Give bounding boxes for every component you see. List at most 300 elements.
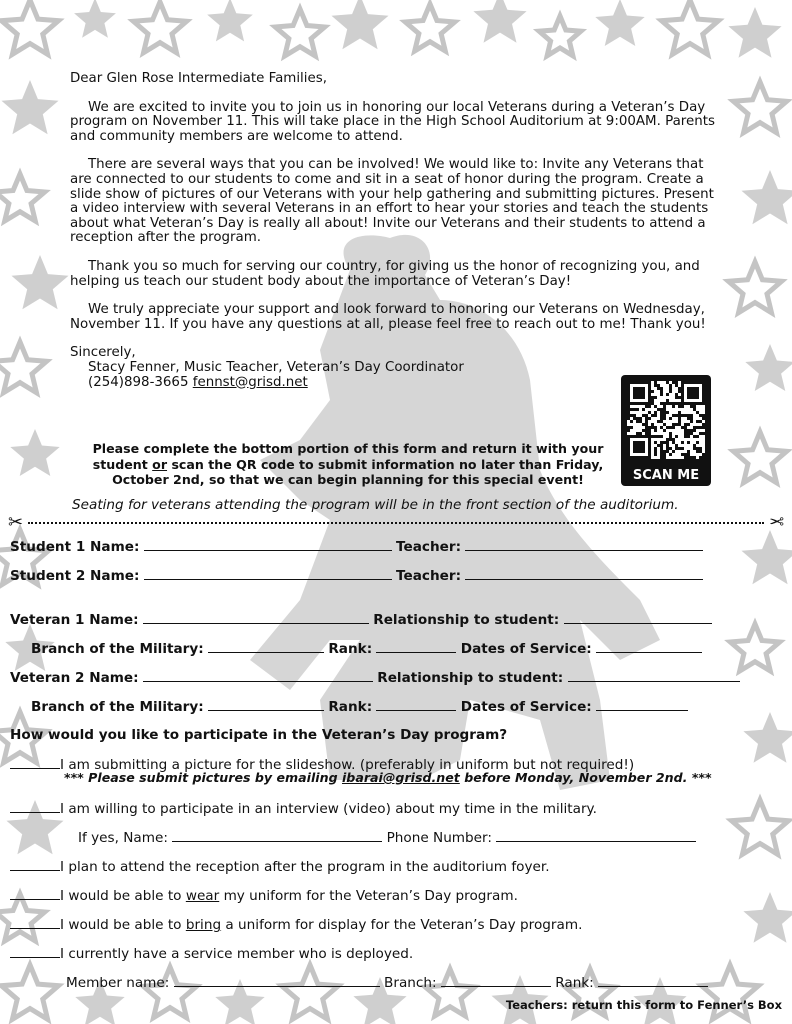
qr-module bbox=[651, 390, 654, 393]
qr-module bbox=[633, 408, 636, 411]
qr-module bbox=[678, 396, 681, 399]
veteran-1-details-row bbox=[31, 640, 702, 657]
student-1-name-field[interactable] bbox=[144, 538, 392, 551]
deployed-label: I currently have a service member who is deployed. bbox=[60, 946, 414, 962]
qr-module bbox=[675, 423, 678, 426]
return-form-notice bbox=[74, 441, 622, 488]
qr-module bbox=[684, 429, 687, 432]
qr-module bbox=[645, 420, 648, 423]
qr-module bbox=[666, 393, 669, 396]
qr-module bbox=[651, 423, 654, 426]
if-yes-name-label: If yes, Name: bbox=[78, 830, 168, 846]
qr-module bbox=[672, 402, 675, 405]
qr-module bbox=[654, 384, 657, 387]
qr-code-image bbox=[627, 381, 705, 459]
qr-module bbox=[654, 441, 657, 444]
qr-module bbox=[630, 408, 633, 411]
teacher-return-note: Teachers: return this form to Fenner’s Box bbox=[505, 998, 782, 1012]
qr-module bbox=[663, 408, 666, 411]
qr-module bbox=[678, 447, 681, 450]
qr-module bbox=[636, 417, 639, 420]
qr-module bbox=[660, 408, 663, 411]
qr-module bbox=[702, 432, 705, 435]
letter-paragraph-2: There are several ways that you can be involved! We would like to: Invite any Veterans that are connected to our students to come and sit in a seat of honor during the program. Create a slide show of pictures of our Veterans with your help gathering and submitting pictures. Present a video interview with several Veterans in an effort to hear your stories and teach the students about what Veteran’s Day is really all about! Invite our Veterans and their students to attend a reception after the program. bbox=[70, 157, 714, 246]
qr-module bbox=[660, 387, 663, 390]
qr-module bbox=[672, 381, 675, 384]
qr-module bbox=[690, 417, 693, 420]
qr-module bbox=[669, 417, 672, 420]
bring-uniform-label: I would be able to bbox=[60, 917, 182, 933]
scissors-icon: ✂ bbox=[8, 512, 24, 533]
qr-module bbox=[627, 426, 630, 429]
qr-module bbox=[690, 405, 693, 408]
qr-module bbox=[687, 450, 690, 453]
deployed-check-field[interactable] bbox=[10, 945, 60, 958]
qr-module bbox=[684, 456, 687, 459]
qr-module bbox=[639, 420, 642, 423]
qr-module bbox=[657, 384, 660, 387]
qr-module bbox=[693, 444, 696, 447]
option-reception bbox=[10, 858, 550, 875]
veteran-1-dates-field[interactable] bbox=[596, 640, 702, 653]
qr-module bbox=[654, 447, 657, 450]
qr-module bbox=[666, 381, 669, 384]
qr-module bbox=[651, 402, 654, 405]
qr-module bbox=[672, 414, 675, 417]
qr-module bbox=[684, 423, 687, 426]
qr-module bbox=[693, 447, 696, 450]
qr-module bbox=[690, 414, 693, 417]
student-2-name-field[interactable] bbox=[144, 567, 392, 580]
qr-module bbox=[666, 444, 669, 447]
qr-module bbox=[630, 426, 633, 429]
student-2-teacher-field[interactable] bbox=[465, 567, 703, 580]
invitation-letter bbox=[70, 72, 720, 390]
qr-module bbox=[672, 426, 675, 429]
notice-or: or bbox=[152, 456, 168, 472]
qr-module bbox=[648, 426, 651, 429]
qr-module bbox=[669, 435, 672, 438]
qr-module bbox=[642, 414, 645, 417]
qr-module bbox=[669, 432, 672, 435]
branch-label: Branch of the Military: bbox=[31, 699, 204, 715]
qr-module bbox=[666, 447, 669, 450]
qr-module bbox=[627, 417, 630, 420]
qr-module bbox=[684, 414, 687, 417]
qr-module bbox=[699, 450, 702, 453]
option-bring-uniform bbox=[10, 916, 582, 933]
qr-module bbox=[663, 414, 666, 417]
qr-module bbox=[669, 390, 672, 393]
dates-label: Dates of Service: bbox=[460, 641, 592, 657]
qr-module bbox=[663, 450, 666, 453]
qr-module bbox=[645, 414, 648, 417]
relationship-label: Relationship to student: bbox=[377, 670, 564, 686]
qr-module bbox=[636, 408, 639, 411]
qr-module bbox=[654, 414, 657, 417]
qr-module bbox=[693, 435, 696, 438]
qr-module bbox=[636, 420, 639, 423]
qr-module bbox=[633, 387, 645, 399]
rank-label: Rank: bbox=[328, 699, 373, 715]
qr-module bbox=[696, 435, 699, 438]
pictures-email-link[interactable]: ibarai@grisd.net bbox=[341, 770, 460, 785]
qr-module bbox=[675, 402, 678, 405]
qr-module bbox=[654, 411, 657, 414]
qr-module bbox=[648, 429, 651, 432]
notice-text-2: scan the QR code to submit information no later than Friday, October 2nd, so that we can begin planning for this special event! bbox=[112, 456, 604, 487]
qr-module bbox=[672, 450, 675, 453]
member-row bbox=[66, 974, 708, 991]
qr-module bbox=[702, 423, 705, 426]
qr-module bbox=[666, 426, 669, 429]
cut-line bbox=[8, 514, 784, 532]
qr-module bbox=[678, 387, 681, 390]
qr-module bbox=[645, 417, 648, 420]
qr-module bbox=[675, 384, 678, 387]
qr-module bbox=[693, 456, 696, 459]
qr-module bbox=[690, 432, 693, 435]
qr-code[interactable] bbox=[621, 375, 711, 486]
qr-module bbox=[675, 447, 678, 450]
qr-module bbox=[660, 393, 663, 396]
student-2-row bbox=[10, 567, 703, 584]
qr-module bbox=[687, 429, 690, 432]
qr-module bbox=[627, 405, 630, 408]
qr-module bbox=[663, 423, 666, 426]
qr-module bbox=[702, 417, 705, 420]
scan-me-label: SCAN ME bbox=[632, 468, 700, 483]
qr-module bbox=[672, 438, 675, 441]
veteran-1-label: Veteran 1 Name: bbox=[10, 612, 139, 628]
qr-module bbox=[681, 426, 684, 429]
qr-module bbox=[654, 405, 657, 408]
qr-module bbox=[642, 408, 645, 411]
qr-module bbox=[684, 453, 687, 456]
qr-module bbox=[684, 435, 687, 438]
qr-module bbox=[693, 426, 696, 429]
veteran-2-name-field[interactable] bbox=[143, 669, 373, 682]
qr-module bbox=[693, 405, 696, 408]
qr-module bbox=[699, 414, 702, 417]
qr-module bbox=[669, 453, 672, 456]
interview-check-field[interactable] bbox=[10, 800, 60, 813]
qr-module bbox=[663, 402, 666, 405]
qr-module bbox=[684, 426, 687, 429]
qr-module bbox=[660, 450, 663, 453]
dotted-line bbox=[28, 522, 764, 524]
interview-contact-row bbox=[78, 829, 696, 846]
qr-module bbox=[663, 441, 666, 444]
qr-module bbox=[645, 426, 648, 429]
bring-emphasis: bring bbox=[185, 917, 222, 933]
qr-module bbox=[651, 414, 654, 417]
qr-module bbox=[660, 426, 663, 429]
qr-module bbox=[696, 420, 699, 423]
qr-module bbox=[654, 381, 657, 384]
qr-module bbox=[663, 456, 666, 459]
qr-module bbox=[651, 435, 654, 438]
qr-module bbox=[648, 411, 651, 414]
qr-module bbox=[645, 429, 648, 432]
qr-module bbox=[675, 381, 678, 384]
qr-module bbox=[687, 414, 690, 417]
qr-module bbox=[696, 450, 699, 453]
veteran-1-row bbox=[10, 611, 712, 628]
teacher-label: Teacher: bbox=[396, 568, 462, 584]
seating-note: Seating for veterans attending the program will be in the front section of the auditorium. bbox=[72, 497, 679, 513]
qr-module bbox=[660, 441, 663, 444]
email-link[interactable]: fennst@grisd.net bbox=[192, 374, 308, 390]
slideshow-check-field[interactable] bbox=[10, 756, 60, 769]
qr-module bbox=[681, 441, 684, 444]
qr-module bbox=[654, 453, 657, 456]
veteran-2-row bbox=[10, 669, 740, 686]
qr-module bbox=[633, 441, 645, 453]
qr-module bbox=[690, 420, 693, 423]
veteran-1-rank-field[interactable] bbox=[376, 640, 456, 653]
qr-module bbox=[687, 441, 690, 444]
qr-module bbox=[660, 453, 663, 456]
qr-module bbox=[675, 435, 678, 438]
qr-module bbox=[663, 411, 666, 414]
qr-module bbox=[687, 387, 699, 399]
qr-module bbox=[648, 432, 651, 435]
qr-module bbox=[657, 420, 660, 423]
letter-paragraph-1: We are excited to invite you to join us in honoring our local Veterans during a Veteran’s Day program on November 11. This will take place in the High School Auditorium at 9:00AM. Parents and community members are welcome to attend. bbox=[70, 99, 715, 144]
qr-module bbox=[666, 441, 669, 444]
qr-module bbox=[645, 432, 648, 435]
qr-module bbox=[681, 453, 684, 456]
rank-label: Rank: bbox=[328, 641, 373, 657]
qr-module bbox=[675, 393, 678, 396]
qr-module bbox=[633, 417, 636, 420]
qr-module bbox=[702, 453, 705, 456]
qr-module bbox=[630, 420, 633, 423]
qr-module bbox=[666, 438, 669, 441]
qr-module bbox=[693, 429, 696, 432]
veteran-2-branch-field[interactable] bbox=[208, 698, 324, 711]
veteran-2-details-row bbox=[31, 698, 688, 715]
veteran-2-rank-field[interactable] bbox=[376, 698, 456, 711]
qr-module bbox=[660, 414, 663, 417]
qr-module bbox=[666, 399, 669, 402]
option-interview bbox=[10, 800, 597, 817]
qr-module bbox=[669, 402, 672, 405]
bring-uniform-label-end: a uniform for display for the Veteran’s Day program. bbox=[225, 917, 583, 933]
qr-module bbox=[702, 414, 705, 417]
notice-text-1: Please complete the bottom portion of this form and return it with your student bbox=[92, 441, 604, 472]
pictures-note bbox=[64, 770, 712, 785]
qr-module bbox=[681, 447, 684, 450]
qr-module bbox=[696, 441, 699, 444]
member-branch-label: Branch: bbox=[384, 975, 437, 991]
veteran-2-label: Veteran 2 Name: bbox=[10, 670, 139, 686]
student-1-label: Student 1 Name: bbox=[10, 539, 140, 555]
phone-number: (254)898-3665 bbox=[88, 374, 189, 390]
qr-module bbox=[657, 408, 660, 411]
qr-module bbox=[663, 453, 666, 456]
qr-module bbox=[678, 420, 681, 423]
pictures-note-text: *** Please submit pictures by emailing bbox=[64, 770, 338, 785]
interview-name-field[interactable] bbox=[172, 829, 382, 842]
qr-module bbox=[699, 456, 702, 459]
wear-uniform-check-field[interactable] bbox=[10, 887, 60, 900]
reception-label: I plan to attend the reception after the program in the auditorium foyer. bbox=[60, 859, 550, 875]
student-2-label: Student 2 Name: bbox=[10, 568, 140, 584]
scissors-icon: ✂ bbox=[768, 512, 784, 533]
qr-module bbox=[678, 402, 681, 405]
qr-module bbox=[645, 423, 648, 426]
qr-module bbox=[654, 429, 657, 432]
qr-module bbox=[699, 420, 702, 423]
signer-name: Stacy Fenner, Music Teacher, Veteran’s Day Coordinator bbox=[88, 359, 464, 375]
letter-paragraph-4: We truly appreciate your support and look forward to honoring our Veterans on Wednesday, November 11. If you have any questions at all, please feel free to reach out to me! Thank you! bbox=[70, 302, 706, 332]
qr-module bbox=[696, 447, 699, 450]
interview-phone-field[interactable] bbox=[496, 829, 696, 842]
qr-module bbox=[684, 432, 687, 435]
qr-module bbox=[648, 405, 651, 408]
wear-uniform-label: I would be able to bbox=[60, 888, 182, 904]
qr-module bbox=[687, 432, 690, 435]
qr-module bbox=[687, 456, 690, 459]
wear-uniform-label-end: my uniform for the Veteran’s Day program. bbox=[223, 888, 518, 904]
veteran-1-branch-field[interactable] bbox=[208, 640, 324, 653]
student-1-teacher-field[interactable] bbox=[465, 538, 703, 551]
qr-module bbox=[663, 405, 666, 408]
qr-module bbox=[702, 456, 705, 459]
qr-module bbox=[672, 423, 675, 426]
qr-module bbox=[678, 417, 681, 420]
dates-label: Dates of Service: bbox=[460, 699, 592, 715]
qr-module bbox=[651, 399, 654, 402]
closing: Sincerely, bbox=[70, 345, 136, 361]
qr-module bbox=[687, 435, 690, 438]
qr-module bbox=[675, 444, 678, 447]
qr-module bbox=[687, 453, 690, 456]
qr-module bbox=[678, 390, 681, 393]
qr-module bbox=[660, 447, 663, 450]
qr-module bbox=[660, 435, 663, 438]
qr-module bbox=[672, 405, 675, 408]
qr-module bbox=[678, 414, 681, 417]
teacher-label: Teacher: bbox=[396, 539, 462, 555]
qr-module bbox=[642, 423, 645, 426]
member-name-label: Member name: bbox=[66, 975, 170, 991]
option-deployed bbox=[10, 945, 413, 962]
phone-number-label: Phone Number: bbox=[386, 830, 492, 846]
qr-module bbox=[651, 426, 654, 429]
qr-module bbox=[678, 411, 681, 414]
qr-module bbox=[648, 417, 651, 420]
veteran-2-dates-field[interactable] bbox=[596, 698, 688, 711]
qr-module bbox=[657, 444, 660, 447]
reception-check-field[interactable] bbox=[10, 858, 60, 871]
qr-module bbox=[642, 429, 645, 432]
veteran-1-name-field[interactable] bbox=[143, 611, 369, 624]
qr-module bbox=[693, 408, 696, 411]
interview-label: I am willing to participate in an interview (video) about my time in the military. bbox=[60, 801, 597, 817]
qr-module bbox=[654, 435, 657, 438]
qr-module bbox=[630, 414, 633, 417]
qr-module bbox=[696, 411, 699, 414]
qr-module bbox=[669, 438, 672, 441]
qr-module bbox=[681, 405, 684, 408]
qr-module bbox=[657, 435, 660, 438]
qr-module bbox=[690, 429, 693, 432]
qr-module bbox=[675, 414, 678, 417]
branch-label: Branch of the Military: bbox=[31, 641, 204, 657]
qr-module bbox=[663, 429, 666, 432]
wear-emphasis: wear bbox=[185, 888, 220, 904]
veteran-1-relationship-field[interactable] bbox=[564, 611, 712, 624]
qr-module bbox=[696, 426, 699, 429]
qr-module bbox=[678, 405, 681, 408]
qr-module bbox=[660, 411, 663, 414]
slideshow-label: I am submitting a picture for the slideshow. (preferably in uniform but not required!) bbox=[60, 757, 635, 773]
qr-module bbox=[690, 456, 693, 459]
option-wear-uniform bbox=[10, 887, 518, 904]
participation-question: How would you like to participate in the Veteran’s Day program? bbox=[10, 727, 508, 743]
qr-module bbox=[633, 414, 636, 417]
qr-module bbox=[687, 423, 690, 426]
qr-module bbox=[666, 402, 669, 405]
qr-module bbox=[627, 411, 630, 414]
veteran-2-relationship-field[interactable] bbox=[568, 669, 740, 682]
qr-module bbox=[654, 396, 657, 399]
qr-module bbox=[666, 450, 669, 453]
qr-module bbox=[675, 396, 678, 399]
qr-module bbox=[654, 426, 657, 429]
letter-paragraph-3: Thank you so much for serving our country, for giving us the honor of recognizing you, and helping us teach our student body about the importance of Veteran’s Day! bbox=[70, 258, 700, 289]
qr-module bbox=[666, 411, 669, 414]
qr-module bbox=[645, 405, 648, 408]
pictures-note-deadline: before Monday, November 2nd. *** bbox=[464, 770, 712, 785]
qr-module bbox=[699, 432, 702, 435]
qr-module bbox=[660, 456, 663, 459]
qr-module bbox=[669, 447, 672, 450]
student-1-row bbox=[10, 538, 703, 555]
qr-module bbox=[660, 444, 663, 447]
bring-uniform-check-field[interactable] bbox=[10, 916, 60, 929]
qr-module bbox=[639, 417, 642, 420]
qr-module bbox=[669, 426, 672, 429]
member-rank-label: Rank: bbox=[555, 975, 594, 991]
qr-module bbox=[660, 420, 663, 423]
member-branch-field[interactable] bbox=[441, 974, 551, 987]
qr-module bbox=[639, 432, 642, 435]
qr-module bbox=[702, 426, 705, 429]
qr-module bbox=[699, 447, 702, 450]
qr-module bbox=[660, 390, 663, 393]
qr-module bbox=[654, 450, 657, 453]
member-rank-field[interactable] bbox=[598, 974, 708, 987]
qr-module bbox=[636, 432, 639, 435]
qr-module bbox=[672, 441, 675, 444]
qr-module bbox=[699, 426, 702, 429]
qr-module bbox=[627, 429, 630, 432]
qr-module bbox=[651, 396, 654, 399]
qr-module bbox=[669, 384, 672, 387]
qr-module bbox=[660, 402, 663, 405]
member-name-field[interactable] bbox=[174, 974, 380, 987]
qr-module bbox=[681, 414, 684, 417]
qr-module bbox=[687, 417, 690, 420]
relationship-label: Relationship to student: bbox=[373, 612, 560, 628]
qr-module bbox=[660, 417, 663, 420]
qr-module bbox=[627, 408, 630, 411]
qr-module bbox=[627, 414, 630, 417]
